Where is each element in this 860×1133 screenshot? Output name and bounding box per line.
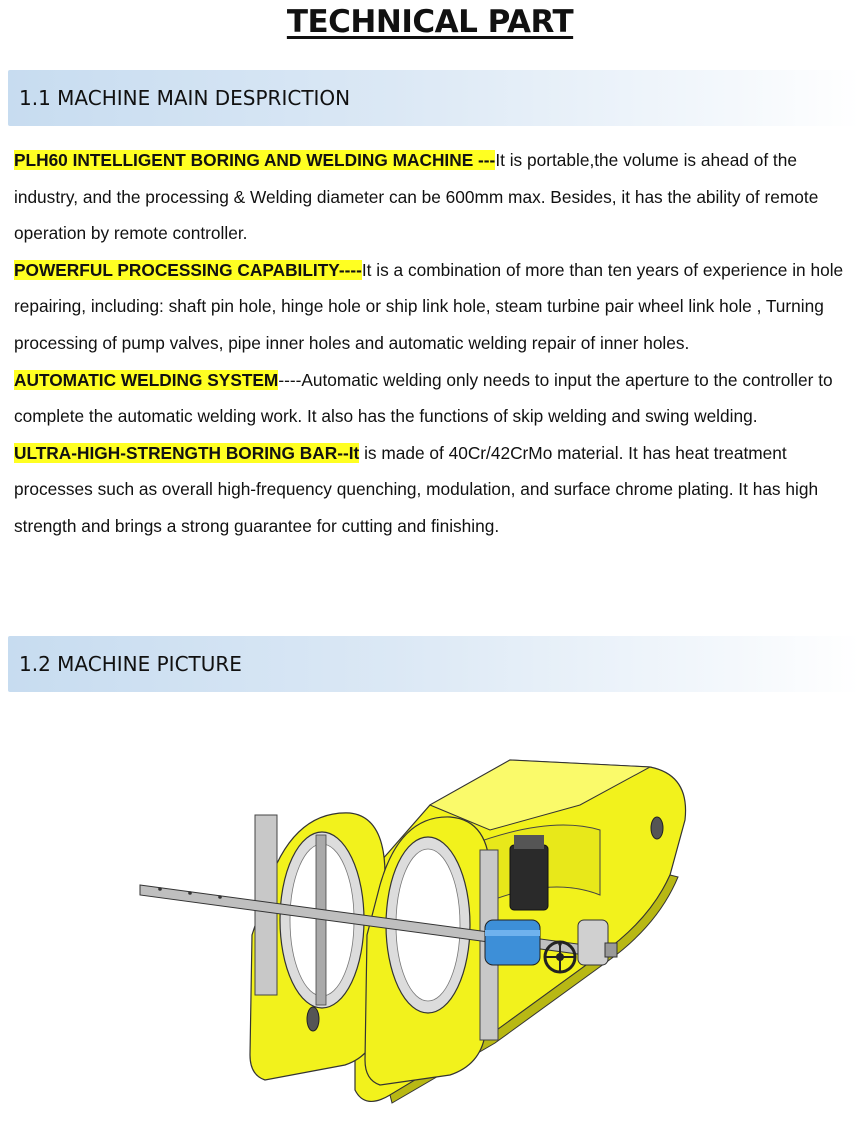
highlight-label: AUTOMATIC WELDING SYSTEM (14, 369, 279, 390)
feed-head (578, 920, 608, 965)
paragraph-machine (14, 142, 850, 252)
motor-body (485, 920, 540, 965)
paragraph-text: It is portable,the volume is ahead of the industry, and the processing & Welding diameter can be 600mm max. Besides, it has the ability of remote operation by remote controller. (14, 150, 819, 244)
highlight-label: POWERFUL PROCESSING CAPABILITY---- (14, 259, 362, 280)
paragraph-text: is made of 40Cr/42CrMo material. It has heat treatment processes such as overall high-frequency quenching, modulation, and surface chrome plating. It has high strength and brings a strong guarantee for cutting and finishing. (14, 442, 819, 536)
section-heading: 1.1 MACHINE MAIN DESPRICTION (19, 86, 351, 110)
paragraph-boring-bar (14, 435, 850, 545)
highlight-label: ULTRA-HIGH-STRENGTH BORING BAR--It (14, 442, 360, 463)
paragraph-processing (14, 252, 850, 362)
highlight-label: PLH60 INTELLIGENT BORING AND WELDING MACHINE --- (14, 150, 496, 170)
paragraph-welding (14, 362, 850, 435)
description-body (14, 142, 850, 545)
paragraph-text: ----Automatic welding only needs to input the aperture to the controller to complete the automatic welding work. It also has the functions of skip welding and swing welding. (14, 369, 833, 427)
section-header-picture (8, 636, 860, 692)
section-heading: 1.2 MACHINE PICTURE (19, 652, 242, 676)
section-header-description (8, 70, 860, 126)
frame-hole (651, 817, 663, 839)
left-plate-hole (307, 1007, 319, 1031)
control-box (510, 845, 548, 910)
machine-illustration (130, 735, 710, 1120)
paragraph-text: It is a combination of more than ten years of experience in hole repairing, including: shaft pin hole, hinge hole or ship link hole, steam turbine pair wheel link hole , Turning processing of pump valves, pipe inner holes and automatic welding repair of inner holes. (14, 259, 844, 353)
page-title: TECHNICAL PART (286, 4, 574, 40)
